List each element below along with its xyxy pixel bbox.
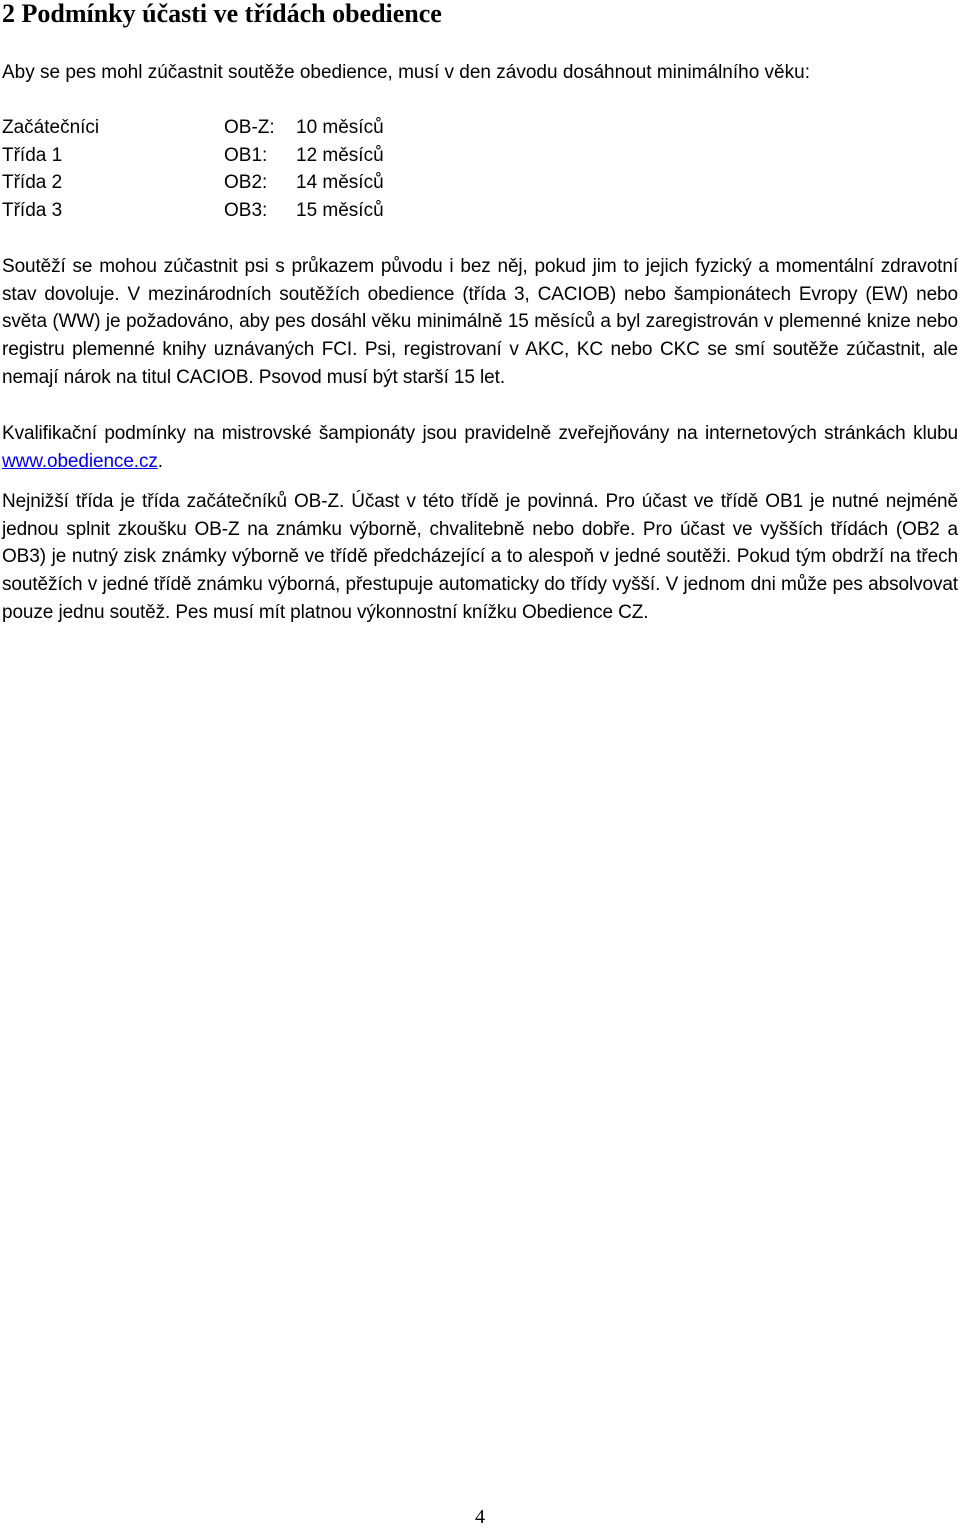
class-code: OB1: [224, 144, 268, 166]
club-website-link[interactable]: www.obedience.cz [2, 450, 158, 472]
minimum-age: 15 měsíců [296, 200, 384, 222]
class-level: Začátečníci [2, 117, 100, 138]
class-level: Třída 3 [2, 200, 63, 222]
class-progression-paragraph: Nejnižší třída je třída začátečníků OB-Z. Účast v této třídě je povinná. Pro účast ve třídě OB1 je nutné nejméně jednou splnit zkoušku OB-Z na známku výborně, chvalitebně nebo dobře. Pro účast ve vyšších třídách (OB2 a OB3) je nutný zisk známky výborně ve třídě předcházející a to alespoň v jedné soutěži. Pokud tým obdrží na třech soutěžích v jedné třídě známku výborná, přestupuje automaticky do třídy vyšší. V jednom dni může pes absolvovat pouze jednu soutěž. Pes musí mít platnou výkonnostní knížku Obedience CZ. [2, 491, 958, 623]
minimum-age: 12 měsíců [296, 144, 384, 166]
class-level: Třída 2 [2, 172, 63, 194]
qualification-end: . [157, 450, 163, 472]
class-level: Třída 1 [2, 144, 63, 166]
class-code: OB-Z: [224, 117, 275, 138]
minimum-age: 14 měsíců [296, 172, 384, 194]
intro-text: Aby se pes mohl zúčastnit soutěže obedience, musí v den závodu dosáhnout minimálního věku: [2, 62, 810, 83]
page-number: 4 [475, 1506, 485, 1528]
section-heading: 2 Podmínky účasti ve třídách obedience [2, 0, 442, 28]
class-code: OB2: [224, 172, 268, 194]
eligibility-paragraph: Soutěží se mohou zúčastnit psi s průkazem původu i bez něj, pokud jim to jejich fyzický a momentální zdravotní stav dovoluje. V mezinárodních soutěžích obedience (třída 3, CACIOB) nebo šampionátech Evropy (EW) nebo světa (WW) je požadováno, aby pes dosáhl věku minimálně 15 měsíců a byl zaregistrován v plemenné knize nebo registru plemenné knihy uznávaných FCI. Psi, registrovaní v AKC, KC nebo CKC se smí soutěže zúčastnit, ale nemají nárok na titul CACIOB. Psovod musí být starší 15 let. [2, 256, 958, 388]
class-code: OB3: [224, 200, 268, 222]
qualification-text: Kvalifikační podmínky na mistrovské šampionáty jsou pravidelně zveřejňovány na internetových stránkách klubu [2, 423, 958, 444]
minimum-age: 10 měsíců [296, 117, 384, 138]
qualification-paragraph [2, 420, 958, 475]
